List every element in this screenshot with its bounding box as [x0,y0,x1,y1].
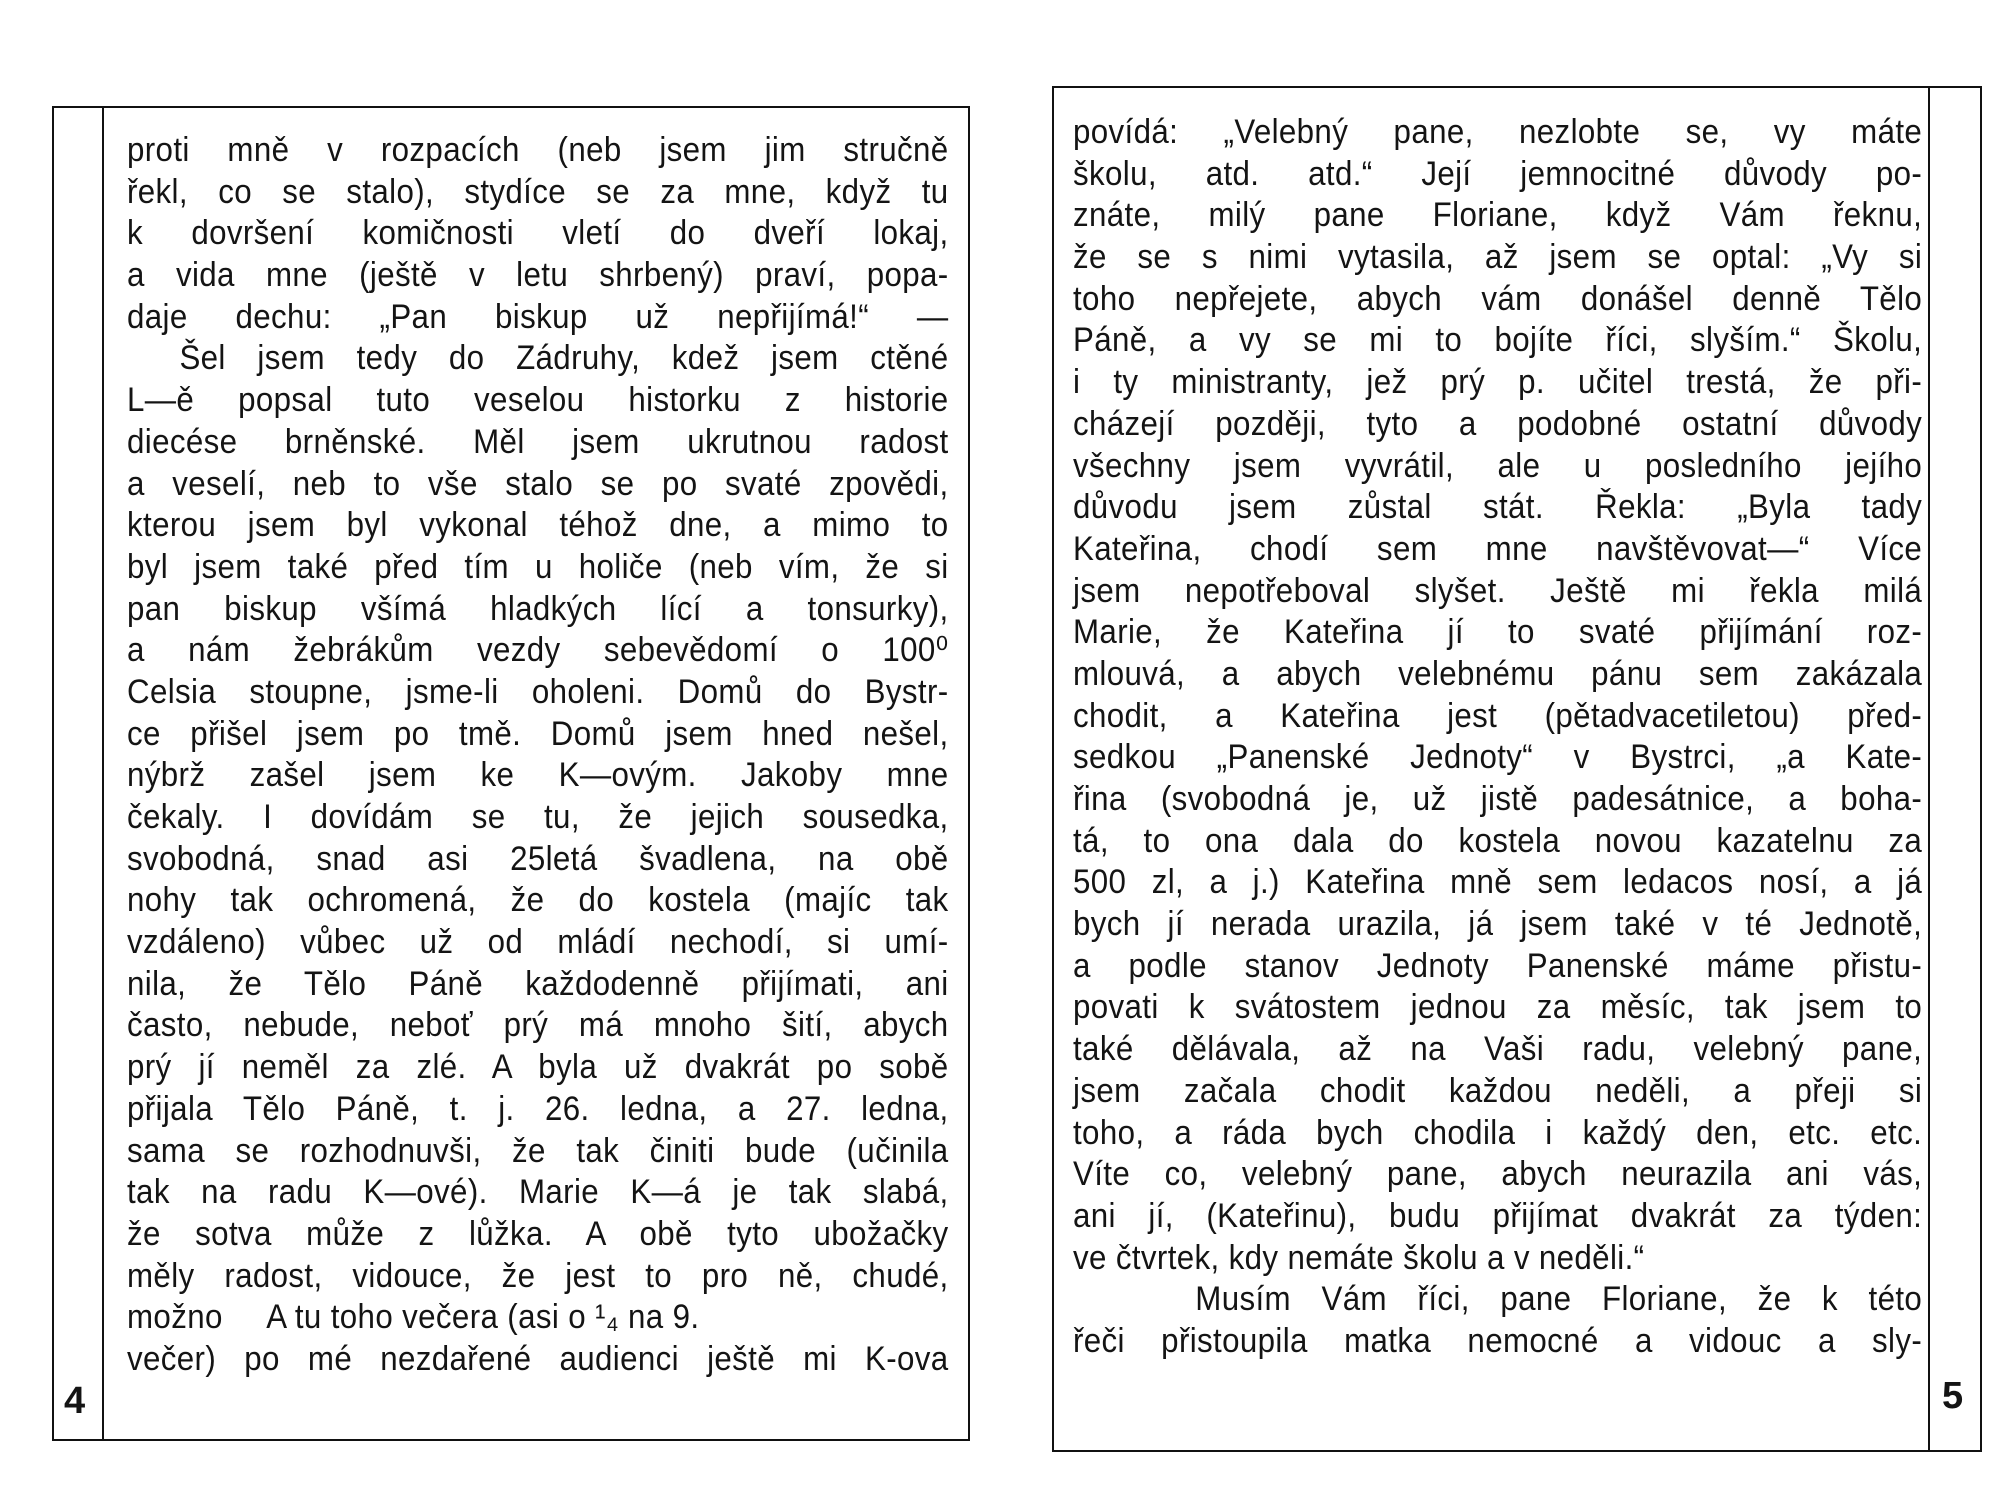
right-page-number: 5 [1942,1375,1964,1417]
text-line: diecése brněnské. Měl jsem ukrutnou radost [127,422,949,461]
text-line: nila, že Tělo Páně každodenně přijímati, ani [127,964,949,1003]
right-page-inner-rule [1928,86,1930,1452]
text-line: Páně, a vy se mi to bojíte říci, slyším.“ Školu, [1073,321,1923,360]
text-line: a podle stanov Jednoty Panenské máme přistu- [1073,946,1923,985]
text-line: čekaly. I dovídám se tu, že jejich sousedka, [127,798,949,836]
text-line: Šel jsem tedy do Zádruhy, kdež jsem ctěné [179,339,949,378]
text-line: všechny jsem vyvrátil, ale u posledního jejího [1073,446,1923,485]
text-line: tá, to ona dala do kostela novou kazatelnu za [1073,821,1923,860]
text-line: také dělávala, až na Vaši radu, velebný pane, [1073,1030,1923,1069]
text-line: ani jí, (Kateřinu), budu přijímat dvakrát za týden: [1073,1196,1923,1235]
left-page-inner-rule [102,106,104,1441]
text-line: Celsia stoupne, jsme-li oholeni. Domů do Bystr- [127,672,949,711]
text-line: povídá: „Velebný pane, nezlobte se, vy máte [1073,113,1923,151]
text-line: toho, a ráda bych chodila i každý den, etc. etc. [1073,1113,1923,1152]
left-page-text-column [127,130,949,1381]
text-line: znáte, milý pane Floriane, když Vám řeknu, [1073,196,1923,235]
text-line: Musím Vám říci, pane Floriane, že k této [1073,1280,1923,1319]
right-page-text-column [1073,112,1922,1363]
text-line: večer) po mé nezdařené audienci ještě mi K-ova [127,1339,949,1378]
left-page-outer-rule [52,106,54,1441]
text-line: jsem nepotřeboval slyšet. Ještě mi řekla milá [1073,571,1923,610]
text-line: že sotva může z lůžka. A obě tyto ubožačky [127,1214,949,1253]
text-line: chodit, a Kateřina jest (pětadvacetiletou) před- [1073,696,1923,735]
text-line: pan biskup všímá hladkých lící a tonsurky), [127,589,949,628]
left-page-bottom-rule [52,1439,970,1441]
text-line: cházejí později, tyto a podobné ostatní důvody [1073,404,1923,443]
text-line: a nám žebrákům vezdy sebevědomí o 100⁰ [127,631,949,670]
right-page-top-rule [1052,86,1982,88]
text-line: školu, atd. atd.“ Její jemnocitné důvody po- [1073,154,1923,193]
right-page-outer-rule [1980,86,1982,1452]
text-line: a veselí, neb to vše stalo se po svaté zpovědi, [127,464,949,503]
text-line: Marie, že Kateřina jí to svaté přijímání roz- [1073,613,1923,652]
text-line: často, nebude, neboť prý má mnoho šití, abych [127,1006,949,1045]
text-line: L—ě popsal tuto veselou historku z historie [127,381,949,420]
text-line: mlouvá, a abych velebnému pánu sem zakázala [1073,654,1923,693]
right-page-left-rule [1052,86,1054,1452]
left-page-number: 4 [64,1380,86,1422]
text-line: svobodná, snad asi 25letá švadlena, na obě [127,839,949,878]
text-line: Víte co, velebný pane, abych neurazila ani vás, [1073,1155,1923,1194]
text-line: 500 zl, a j.) Kateřina mně sem ledacos nosí, a já [1073,863,1923,902]
text-line: ce přišel jsem po tmě. Domů jsem hned nešel, [127,714,949,753]
text-line: možno A tu toho večera (asi o ¹₄ na 9. [127,1298,700,1337]
text-line: Kateřina, chodí sem mne navštěvovat—“ Více [1073,529,1923,568]
text-line: přijala Tělo Páně, t. j. 26. ledna, a 27. ledna, [127,1089,949,1128]
text-line: nýbrž zašel jsem ke K—ovým. Jakoby mne [127,756,949,795]
text-line: vzdáleno) vůbec už od mládí nechodí, si umí- [127,923,949,962]
text-line: sama se rozhodnuvši, že tak činiti bude (učinila [127,1131,949,1170]
text-line: nohy tak ochromená, že do kostela (majíc tak [127,881,949,920]
text-line: řekl, co se stalo), stydíce se za mne, když tu [127,172,949,211]
left-page-top-rule [52,106,970,108]
text-line: měly radost, vidouce, že jest to pro ně, chudé, [127,1256,949,1295]
text-line: i ty ministranty, jež prý p. učitel trestá, že při- [1073,363,1923,402]
text-line: prý jí neměl za zlé. A byla už dvakrát po sobě [127,1048,949,1087]
text-line: proti mně v rozpacích (neb jsem jim stručně [127,131,949,169]
text-line: povati k svátostem jednou za měsíc, tak jsem to [1073,988,1923,1027]
text-line: kterou jsem byl vykonal téhož dne, a mimo to [127,506,949,545]
text-line: byl jsem také před tím u holiče (neb vím, že si [127,547,949,586]
text-line: daje dechu: „Pan biskup už nepřijímá!“ — [127,297,949,336]
text-line: a vida mne (ještě v letu shrbený) praví, popa- [127,256,949,295]
text-line: sedkou „Panenské Jednoty“ v Bystrci, „a Kate- [1073,738,1923,777]
text-line: tak na radu K—ové). Marie K—á je tak slabá, [127,1173,949,1212]
text-line: k dovršení komičnosti vletí do dveří lokaj, [127,214,949,253]
left-page-right-rule [968,106,970,1441]
text-line: důvodu jsem zůstal stát. Řekla: „Byla tady [1073,488,1923,527]
text-line: bych jí nerada urazila, já jsem také v té Jednotě, [1073,905,1923,944]
text-line: řina (svobodná je, už jistě padesátnice, a boha- [1073,780,1923,818]
text-line: jsem začala chodit každou neděli, a přeji si [1073,1071,1923,1110]
text-line: toho nepřejete, abych vám donášel denně Tělo [1073,279,1923,318]
text-line: ve čtvrtek, kdy nemáte školu a v neděli.“ [1073,1238,1645,1277]
text-line: řeči přistoupila matka nemocné a vidouc a sly- [1073,1321,1923,1360]
right-page-bottom-rule [1052,1450,1982,1452]
text-line: že se s nimi vytasila, až jsem se optal: „Vy si [1073,238,1923,277]
